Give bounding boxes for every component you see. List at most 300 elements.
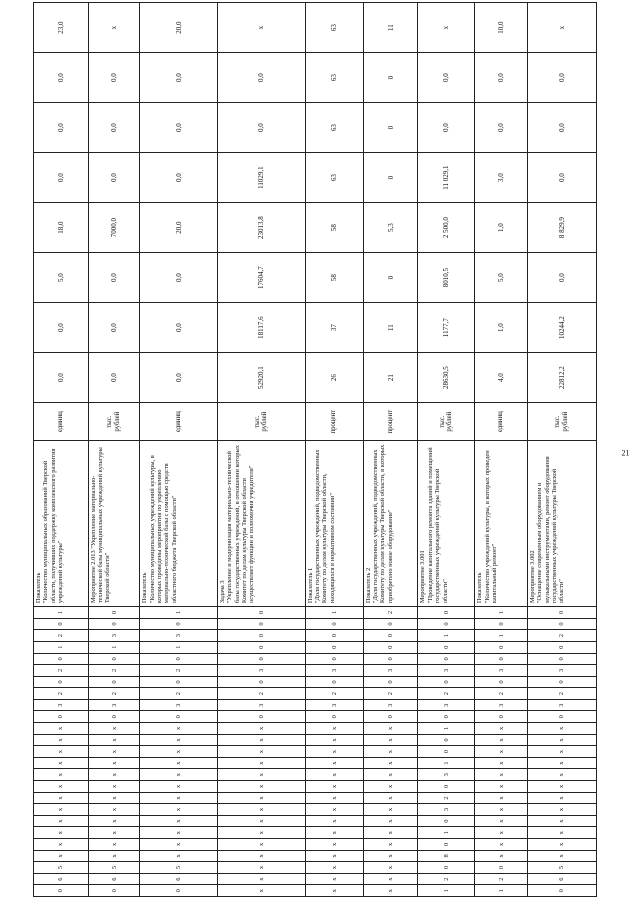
value-cell: 0,0 — [140, 353, 218, 403]
code-cell: x — [140, 746, 218, 758]
value-cell: 26 — [305, 353, 363, 403]
value-cell: 7000,0 — [88, 203, 139, 253]
table-row — [475, 3, 528, 897]
code-cell: x — [140, 839, 218, 851]
code-cell: x — [34, 781, 89, 793]
table-row — [305, 3, 363, 897]
value-cell: 4,0 — [475, 353, 528, 403]
code-cell: 2 — [363, 688, 418, 700]
code-cell: x — [34, 757, 89, 769]
code-cell: 1 — [475, 885, 528, 897]
value-cell: 58 — [305, 253, 363, 303]
code-cell: x — [218, 804, 306, 816]
code-cell: x — [140, 734, 218, 746]
code-cell: 6 — [140, 873, 218, 885]
value-cell: 5,0 — [34, 253, 89, 303]
code-cell: 0 — [140, 676, 218, 688]
code-cell: x — [305, 862, 363, 874]
table-row — [363, 3, 418, 897]
value-cell: 37 — [305, 303, 363, 353]
table-row — [218, 3, 306, 897]
code-cell: 2 — [140, 665, 218, 677]
code-cell: x — [475, 734, 528, 746]
item-name: Показатель 2 "Доля государственных учреждений, подведомственных Комитету по делам культуры Тверской области, в которых приобретено новое оборудование" — [363, 441, 418, 607]
code-cell: x — [88, 850, 139, 862]
value-cell: 63 — [305, 53, 363, 103]
code-cell: x — [305, 885, 363, 897]
code-cell: 3 — [527, 665, 596, 677]
code-cell: 3 — [418, 804, 475, 816]
unit-cell: процент — [305, 403, 363, 441]
code-cell: x — [363, 850, 418, 862]
value-cell: 17604,7 — [218, 253, 306, 303]
code-cell: 1 — [475, 630, 528, 642]
code-cell: x — [305, 757, 363, 769]
code-cell: x — [88, 734, 139, 746]
code-cell: x — [363, 781, 418, 793]
code-cell: 0 — [305, 711, 363, 723]
value-cell: 63 — [305, 3, 363, 53]
value-cell: 1177,7 — [418, 303, 475, 353]
code-cell: 1 — [88, 641, 139, 653]
item-name: Показатель "Количество муниципальных образований Тверской области, получивших поддержку комплексного развития учреждений культуры" — [34, 441, 89, 607]
code-cell: x — [363, 792, 418, 804]
value-cell: 11 — [363, 303, 418, 353]
code-cell: 2 — [475, 873, 528, 885]
code-cell: x — [475, 757, 528, 769]
value-cell: 1,0 — [475, 303, 528, 353]
code-cell: 0 — [527, 885, 596, 897]
code-cell: 0 — [418, 618, 475, 630]
value-cell: 0,0 — [140, 103, 218, 153]
value-cell: 0,0 — [88, 353, 139, 403]
code-cell: 0 — [34, 618, 89, 630]
table-row — [88, 3, 139, 897]
code-cell: 0 — [475, 653, 528, 665]
code-cell: 0 — [418, 607, 475, 619]
value-cell: 10,0 — [475, 3, 528, 53]
code-cell: x — [88, 839, 139, 851]
code-cell: 3 — [88, 699, 139, 711]
code-cell: x — [527, 769, 596, 781]
code-cell: 0 — [527, 711, 596, 723]
code-cell: 0 — [218, 676, 306, 688]
code-cell: 2 — [88, 688, 139, 700]
code-cell: 0 — [88, 711, 139, 723]
value-cell: 0 — [363, 153, 418, 203]
code-cell: 0 — [527, 676, 596, 688]
code-cell: x — [363, 862, 418, 874]
value-cell: 10244,2 — [527, 303, 596, 353]
code-cell: 3 — [140, 699, 218, 711]
code-cell: 0 — [218, 641, 306, 653]
code-cell: 0 — [418, 746, 475, 758]
code-cell: 2 — [363, 607, 418, 619]
value-cell: 20,0 — [140, 3, 218, 53]
code-cell: 3 — [527, 699, 596, 711]
code-cell: x — [475, 827, 528, 839]
value-cell: х — [418, 3, 475, 53]
code-cell: 3 — [363, 699, 418, 711]
value-cell: 0 — [363, 253, 418, 303]
value-cell: 2 500,0 — [418, 203, 475, 253]
code-cell: x — [218, 839, 306, 851]
code-cell: 0 — [363, 676, 418, 688]
code-cell: 0 — [418, 711, 475, 723]
code-cell: 0 — [418, 676, 475, 688]
code-cell: x — [363, 757, 418, 769]
code-cell: x — [527, 723, 596, 735]
code-cell: 2 — [305, 688, 363, 700]
code-cell: x — [34, 723, 89, 735]
value-cell: 22812,2 — [527, 353, 596, 403]
code-cell: x — [527, 827, 596, 839]
code-cell: 1 — [140, 607, 218, 619]
program-table — [33, 2, 597, 897]
value-cell: 0,0 — [88, 153, 139, 203]
value-cell: 23013,8 — [218, 203, 306, 253]
code-cell: 3 — [218, 665, 306, 677]
value-cell: 0,0 — [88, 253, 139, 303]
code-cell: x — [363, 885, 418, 897]
value-cell: 0,0 — [34, 303, 89, 353]
value-cell: 0,0 — [140, 253, 218, 303]
code-cell: 3 — [418, 769, 475, 781]
code-cell: x — [88, 769, 139, 781]
value-cell: х — [88, 3, 139, 53]
code-cell: x — [140, 792, 218, 804]
code-cell: x — [88, 827, 139, 839]
code-cell: 0 — [418, 641, 475, 653]
code-cell: 8 — [418, 850, 475, 862]
item-name: Задача 3 "Укрепление и модернизация материально-технической базы государственных учреждений, в отношении которых Комитет по делам культуры Тверской области осуществляет функции и полномочия учредителя" — [218, 441, 306, 607]
item-name: Мероприятие 2.013 "Укрепление материально-технической базы муниципальных учреждений культуры Тверской области" — [88, 441, 139, 607]
value-cell: 11029,1 — [218, 153, 306, 203]
code-cell: x — [88, 757, 139, 769]
code-cell: x — [363, 723, 418, 735]
code-cell: 3 — [363, 665, 418, 677]
code-cell: 0 — [34, 676, 89, 688]
code-cell: x — [305, 734, 363, 746]
code-cell: x — [218, 815, 306, 827]
code-cell: x — [218, 734, 306, 746]
code-cell: 1 — [140, 641, 218, 653]
code-cell: x — [363, 804, 418, 816]
code-cell: 6 — [88, 873, 139, 885]
value-cell: 0,0 — [88, 303, 139, 353]
code-cell: x — [34, 769, 89, 781]
table-row — [527, 3, 596, 897]
code-cell: 3 — [305, 665, 363, 677]
code-cell: 0 — [218, 630, 306, 642]
code-cell: 3 — [305, 699, 363, 711]
code-cell: 0 — [88, 618, 139, 630]
code-cell: 1 — [305, 607, 363, 619]
code-cell: 2 — [475, 688, 528, 700]
code-cell: x — [475, 746, 528, 758]
page-number: 21 — [621, 448, 630, 458]
code-cell: 0 — [140, 885, 218, 897]
item-name: Мероприятие 3.002 "Оснащение современным оборудованием и музыкальными инструментами, ремонт оборудования государственных учреждений культуры Тверской области" — [527, 441, 596, 607]
value-cell: 0,0 — [475, 53, 528, 103]
code-cell: x — [34, 804, 89, 816]
code-cell: x — [34, 815, 89, 827]
code-cell: x — [305, 804, 363, 816]
table-row — [140, 3, 218, 897]
code-cell: x — [305, 850, 363, 862]
code-cell: 2 — [88, 665, 139, 677]
code-cell: x — [140, 757, 218, 769]
unit-cell: единиц — [140, 403, 218, 441]
code-cell: x — [218, 885, 306, 897]
value-cell: 18117,6 — [218, 303, 306, 353]
code-cell: x — [34, 792, 89, 804]
code-cell: x — [527, 757, 596, 769]
value-cell: 63 — [305, 153, 363, 203]
value-cell: 21 — [363, 353, 418, 403]
code-cell: x — [140, 815, 218, 827]
code-cell: 0 — [34, 885, 89, 897]
code-cell: x — [218, 781, 306, 793]
code-cell: 0 — [363, 653, 418, 665]
code-cell: x — [218, 723, 306, 735]
code-cell: 0 — [475, 862, 528, 874]
code-cell: x — [363, 769, 418, 781]
code-cell: 2 — [140, 688, 218, 700]
code-cell: x — [218, 792, 306, 804]
table-row — [34, 3, 89, 897]
code-cell: x — [363, 827, 418, 839]
code-cell: 0 — [88, 676, 139, 688]
code-cell: 1 — [418, 885, 475, 897]
code-cell: 2 — [527, 630, 596, 642]
code-cell: x — [218, 746, 306, 758]
unit-cell: процент — [363, 403, 418, 441]
code-cell: x — [140, 769, 218, 781]
code-cell: 0 — [363, 641, 418, 653]
code-cell: x — [475, 850, 528, 862]
value-cell: 28630,5 — [418, 353, 475, 403]
value-cell: 0,0 — [88, 103, 139, 153]
code-cell: 0 — [527, 641, 596, 653]
code-cell: 0 — [140, 618, 218, 630]
code-cell: 1 — [418, 630, 475, 642]
code-cell: x — [363, 839, 418, 851]
code-cell: 1 — [418, 723, 475, 735]
code-cell: 1 — [418, 827, 475, 839]
code-cell: x — [305, 769, 363, 781]
code-cell: x — [475, 781, 528, 793]
code-cell: x — [305, 827, 363, 839]
code-cell: x — [527, 792, 596, 804]
code-cell: x — [34, 746, 89, 758]
value-cell: 58 — [305, 203, 363, 253]
code-cell: 5 — [34, 862, 89, 874]
code-cell: x — [34, 827, 89, 839]
code-cell: x — [218, 827, 306, 839]
value-cell: 5,3 — [363, 203, 418, 253]
unit-cell: тыс. рублей — [418, 403, 475, 441]
unit-cell: тыс. рублей — [218, 403, 306, 441]
code-cell: 0 — [305, 676, 363, 688]
code-cell: 3 — [140, 630, 218, 642]
code-cell: x — [363, 873, 418, 885]
value-cell: 8 829,9 — [527, 203, 596, 253]
value-cell: 0,0 — [34, 153, 89, 203]
code-cell: x — [305, 746, 363, 758]
code-cell: x — [88, 792, 139, 804]
table-row — [418, 3, 475, 897]
value-cell: 0,0 — [34, 103, 89, 153]
value-cell: 8010,5 — [418, 253, 475, 303]
value-cell: 0,0 — [418, 103, 475, 153]
code-cell: 0 — [475, 641, 528, 653]
code-cell: 6 — [527, 873, 596, 885]
value-cell: х — [218, 3, 306, 53]
code-cell: 5 — [527, 862, 596, 874]
code-cell: x — [527, 781, 596, 793]
code-cell: 0 — [34, 653, 89, 665]
code-cell: 3 — [475, 665, 528, 677]
code-cell: x — [218, 862, 306, 874]
code-cell: 3 — [475, 699, 528, 711]
value-cell: 23,0 — [34, 3, 89, 53]
code-cell: x — [140, 850, 218, 862]
code-cell: 0 — [418, 653, 475, 665]
code-cell: 0 — [527, 653, 596, 665]
code-cell: x — [527, 734, 596, 746]
code-cell: 0 — [475, 711, 528, 723]
code-cell: 2 — [218, 688, 306, 700]
code-cell: x — [527, 850, 596, 862]
code-cell: 0 — [418, 839, 475, 851]
value-cell: 0,0 — [527, 103, 596, 153]
unit-cell: единиц — [475, 403, 528, 441]
value-cell: 0,0 — [88, 53, 139, 103]
code-cell: 0 — [305, 618, 363, 630]
value-cell: х — [527, 3, 596, 53]
code-cell: 3 — [34, 699, 89, 711]
code-cell: 0 — [418, 815, 475, 827]
item-name: Показатель 1 "Доля государственных учреждений, подведомственных Комитету по делам культуры Тверской области, находящихся в нормативном состоянии" — [305, 441, 363, 607]
code-cell: 0 — [418, 862, 475, 874]
value-cell: 0,0 — [475, 103, 528, 153]
value-cell: 63 — [305, 103, 363, 153]
value-cell: 1,0 — [475, 203, 528, 253]
code-cell: x — [140, 781, 218, 793]
code-cell: 0 — [475, 676, 528, 688]
unit-cell: тыс. рублей — [88, 403, 139, 441]
code-cell: 2 — [34, 688, 89, 700]
code-cell: x — [305, 873, 363, 885]
code-cell: 0 — [88, 885, 139, 897]
code-cell: 2 — [418, 873, 475, 885]
code-cell: 1 — [34, 607, 89, 619]
value-cell: 0,0 — [527, 153, 596, 203]
code-cell: 2 — [34, 665, 89, 677]
code-cell: 0 — [363, 711, 418, 723]
code-cell: x — [527, 839, 596, 851]
code-cell: x — [363, 746, 418, 758]
code-cell: 0 — [363, 618, 418, 630]
code-cell: 0 — [218, 711, 306, 723]
value-cell: 11 029,1 — [418, 153, 475, 203]
value-cell: 18,0 — [34, 203, 89, 253]
code-cell: x — [527, 746, 596, 758]
code-cell: 0 — [475, 618, 528, 630]
code-cell: x — [218, 873, 306, 885]
code-cell: 1 — [475, 607, 528, 619]
code-cell: 5 — [88, 862, 139, 874]
value-cell: 20,0 — [140, 203, 218, 253]
code-cell: 3 — [418, 665, 475, 677]
code-cell: 0 — [418, 781, 475, 793]
value-cell: 0,0 — [34, 53, 89, 103]
code-cell: 0 — [305, 641, 363, 653]
code-cell: x — [88, 723, 139, 735]
value-cell: 0,0 — [34, 353, 89, 403]
code-cell: x — [475, 815, 528, 827]
code-cell: 0 — [363, 630, 418, 642]
item-name: Мероприятие 3.001 "Проведение капитального ремонта зданий и помещений государственных учреждений культуры Тверской области" — [418, 441, 475, 607]
code-cell: 3 — [88, 630, 139, 642]
value-cell: 11 — [363, 3, 418, 53]
code-cell: x — [527, 815, 596, 827]
code-cell: x — [34, 839, 89, 851]
value-cell: 0,0 — [418, 53, 475, 103]
code-cell: x — [218, 757, 306, 769]
code-cell: 0 — [140, 653, 218, 665]
code-cell: 0 — [305, 630, 363, 642]
item-name: Показатель "Количество муниципальных учреждений культуры, в которых проведены мероприятия по укреплению материально-технической базы с помощью средств областного бюджета Тверской области" — [140, 441, 218, 607]
value-cell: 0,0 — [140, 153, 218, 203]
code-cell: x — [527, 804, 596, 816]
code-cell: 5 — [140, 862, 218, 874]
code-cell: 0 — [218, 607, 306, 619]
code-cell: 0 — [527, 607, 596, 619]
code-cell: 0 — [218, 618, 306, 630]
code-cell: x — [140, 804, 218, 816]
code-cell: 3 — [418, 699, 475, 711]
code-cell: 0 — [218, 653, 306, 665]
unit-cell: тыс. рублей — [527, 403, 596, 441]
code-cell: 0 — [140, 711, 218, 723]
code-cell: 0 — [305, 653, 363, 665]
code-cell: x — [34, 850, 89, 862]
code-cell: 6 — [34, 873, 89, 885]
code-cell: x — [34, 734, 89, 746]
code-cell: 0 — [418, 734, 475, 746]
code-cell: 0 — [88, 653, 139, 665]
code-cell: x — [475, 723, 528, 735]
item-name: Показатель "Количество учреждений культуры, в которых проведен капитальный ремонт" — [475, 441, 528, 607]
code-cell: 1 — [34, 641, 89, 653]
code-cell: x — [218, 850, 306, 862]
value-cell: 52920,1 — [218, 353, 306, 403]
code-cell: 2 — [418, 792, 475, 804]
value-cell: 0,0 — [218, 103, 306, 153]
code-cell: 2 — [527, 688, 596, 700]
code-cell: x — [363, 815, 418, 827]
code-cell: 0 — [88, 607, 139, 619]
code-cell: x — [88, 746, 139, 758]
value-cell: 0 — [363, 53, 418, 103]
value-cell: 0,0 — [140, 303, 218, 353]
code-cell: x — [475, 804, 528, 816]
code-cell: x — [305, 723, 363, 735]
code-cell: 0 — [34, 711, 89, 723]
value-cell: 0,0 — [527, 253, 596, 303]
